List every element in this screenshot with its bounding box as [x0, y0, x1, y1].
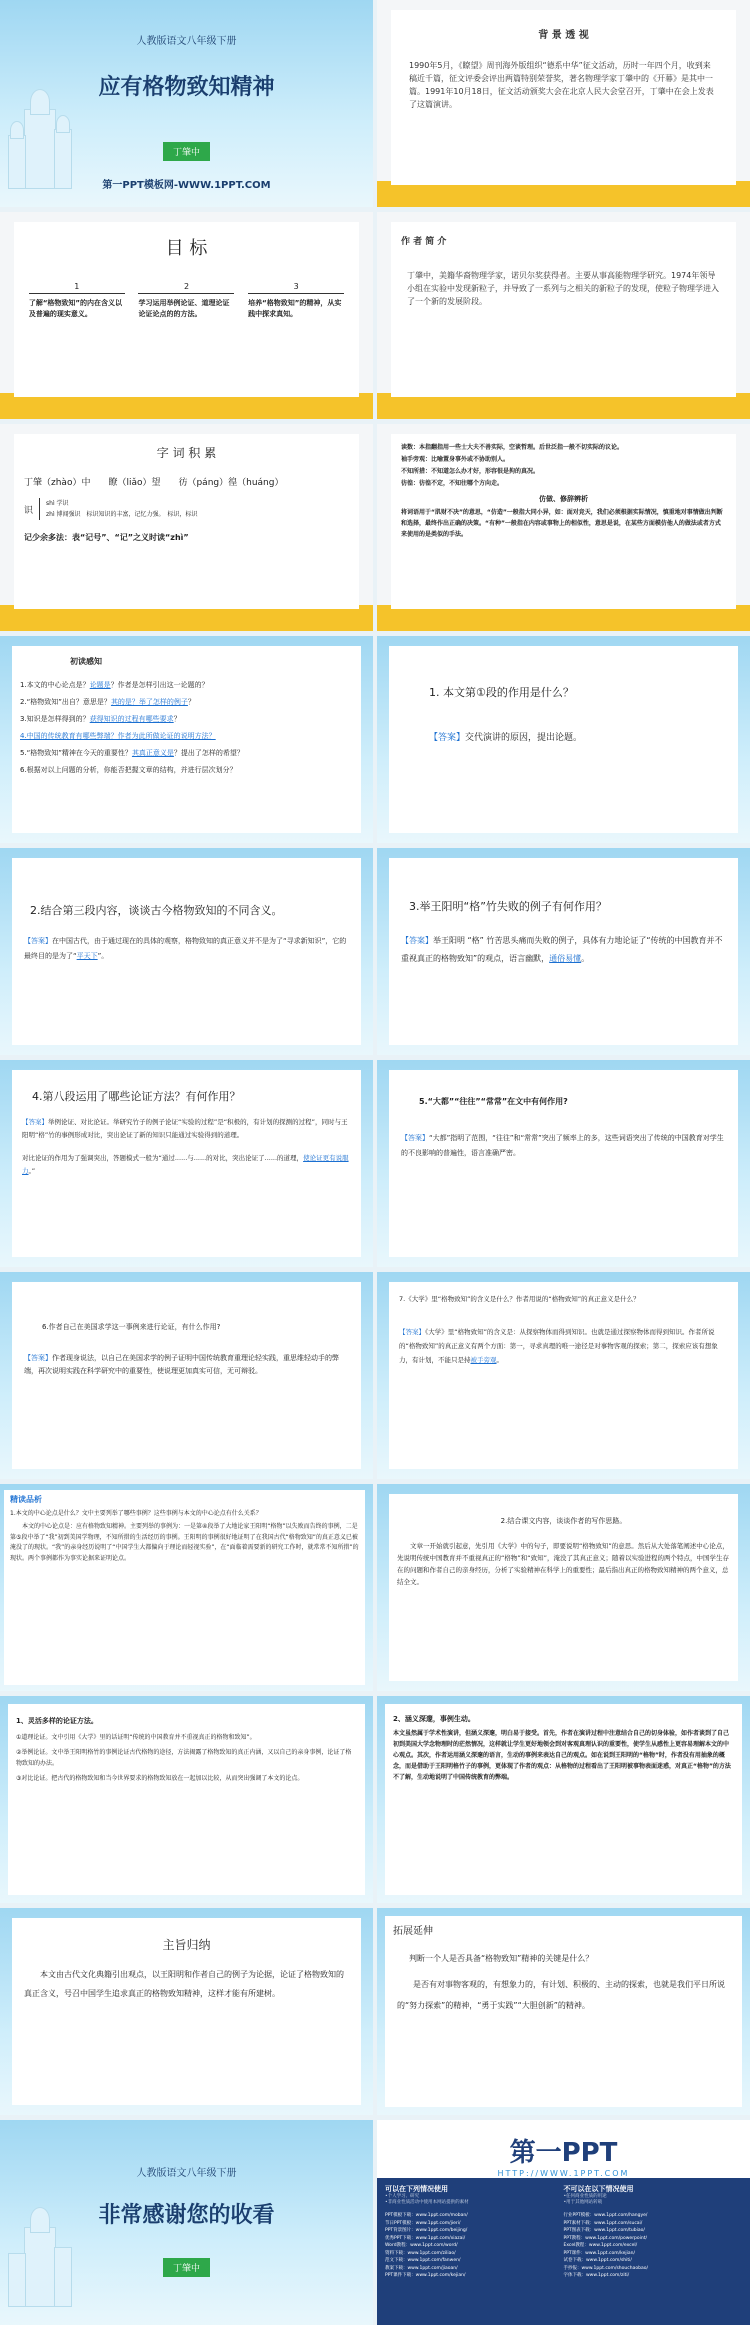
answer-extra: 对比论证的作用为了强调突出，答题模式一般为“通过......与......的对比，突出论证了......的道理，使论证更有说服力。” — [22, 1154, 349, 1175]
link-item[interactable]: PPT课件：www.1ppt.com/kejian/ — [563, 2250, 635, 2256]
slide-q4[interactable] — [0, 1060, 373, 1267]
slide-q1[interactable] — [377, 636, 750, 843]
link-item[interactable]: 节日PPT模板：www.1ppt.com/jieri/ — [385, 2220, 461, 2226]
question-text: 2.结合第三段内容，谈谈古今格物致知的不同含义。 — [30, 904, 283, 917]
slide-main-idea[interactable] — [0, 1908, 373, 2115]
thanks-title: 非常感谢您的收看 — [98, 2203, 275, 2228]
link-item[interactable]: 范文下载：www.1ppt.com/fanwen/ — [385, 2258, 461, 2263]
slide-intensive-reading[interactable] — [0, 1484, 373, 1691]
slide-heading: 背 景 透 视 — [538, 30, 589, 41]
slide-card — [4, 1490, 365, 1685]
link-item[interactable]: 优秀PPT下载：www.1ppt.com/xiazai/ — [385, 2235, 466, 2241]
slide-card — [385, 1916, 742, 2107]
question-link[interactable]: 其的是？举了怎样的例子 — [110, 698, 188, 706]
slide-q5[interactable] — [377, 1060, 750, 1267]
forbidden-sub: •任何商业性质的用途 •用于其他网站转载 — [563, 2194, 607, 2205]
slide-title-text: 应有格物致知精神 — [98, 75, 275, 100]
goal-number: 3 — [248, 282, 344, 294]
slide-first-reading[interactable] — [0, 636, 373, 843]
goal-text: 了解“格物致知”的内在含义以及普遍的现实意义。 — [28, 299, 123, 318]
reading-heading: 初读感知 — [70, 657, 102, 666]
author-name: 丁肇中 — [163, 142, 210, 161]
link-item[interactable]: PPT背景图片：www.1ppt.com/beijing/ — [385, 2228, 468, 2233]
explain-line: 读数：本指翻指用一些士大夫不善实际，空谈哲理。后世泛指一般不切实际的议论。 — [401, 444, 624, 451]
question-link[interactable]: 4.中国的传统教育有哪些弊端？作者为此所做论证的说明方法？ — [20, 732, 216, 740]
answer-text: 【答案】举例论证、对比论证。举研究竹子的例子论证“实验的过程”是“积极的，有计划的探测的过程”，同时与王阳明“格”竹的事例形成对比，突出论证了新的知识只能通过实验得到的道理。 — [22, 1118, 348, 1139]
question-text: 判断一个人是否具备“格物致知”精神的关键是什么？ — [409, 1954, 594, 1963]
goals-list — [14, 282, 359, 320]
question-item: 6.根据对以上问题的分析，你能否把握文章的结构，并进行层次划分？ — [20, 766, 237, 774]
slide-background[interactable] — [377, 0, 750, 207]
question-link[interactable]: 获得知识的过程有哪些要求 — [89, 715, 174, 723]
credits-panel — [377, 2178, 750, 2325]
answer-link[interactable]: 平天下 — [76, 952, 98, 960]
subtitle: 人教版语文八年级下册 — [136, 36, 237, 47]
goal-text: 培养“格物致知”的精神，从实践中探求真知。 — [248, 299, 342, 318]
vocab-shi — [24, 498, 359, 520]
shi-line: zhì 博闻强识 标识知识的丰富，记忆力强。 标识，标识 — [46, 511, 198, 518]
question-link[interactable]: 论题是 — [89, 681, 111, 689]
link-item[interactable]: Excel教程：www.1ppt.com/excel/ — [563, 2243, 638, 2248]
goal-item — [29, 282, 125, 320]
question-link[interactable]: 其真正意义是 — [131, 749, 174, 757]
slide-author[interactable] — [377, 212, 750, 419]
answer-link[interactable]: 被手旁观 — [470, 1356, 497, 1364]
link-item[interactable]: PPT模板下载：www.1ppt.com/moban/ — [385, 2213, 468, 2218]
question-text: 2.结合课文内容，谈谈作者的写作思路。 — [500, 1517, 627, 1525]
vocab-words: 丁肇（zhào）中 瞭（liǎo）望 彷（páng）徨（huáng） — [24, 478, 284, 488]
slide-body: 本文的中心论点是：应有格物致知精神。主要列举的事例为：一是第④段举了大地论家王阳明“格物”以失败而告终的事例，二是第⑤段中举了“我”初到美国学物理，不知所措的生活经历的事例。王阳明的事例很好地证明了在我国古代“格物致知”的真正意义已被淹没了的现状。“我”的亲身经历说明了“中国学生大都偏向于理论而轻视实验”，在“面临着需要新的研究工作时，就常常不知所措”的现状。两个事例都作为事实论据来证明论点。 — [10, 1523, 359, 1562]
credits-right — [564, 2184, 743, 2319]
vocab-title: 字 词 积 累 — [156, 446, 217, 460]
slide-q3[interactable] — [377, 848, 750, 1055]
feature-title: 2、涵义深邃，事例生动。 — [393, 1715, 475, 1723]
slide-q6[interactable] — [0, 1272, 373, 1479]
goal-number: 2 — [138, 282, 234, 294]
slide-card — [12, 1282, 361, 1469]
shi-line: shì 学识 — [46, 500, 69, 507]
slide-card — [391, 10, 736, 185]
website-credit: 第一PPT模板网-WWW.1PPT.COM — [102, 180, 271, 191]
question-text: 1.本文的中心论点是什么？文中主要列举了哪些事例？这些事例与本文的中心论点有什么关系？ — [10, 1510, 262, 1517]
slide-vocab[interactable] — [0, 424, 373, 631]
explain-para: 将词语用于“肌财不决”的意思，“仿造”一般指大同小异，如：面对竞天，我们必须根据实际情况，慎重地对事情做出判断和选择，最终作出正确的决策。“有种”一般指在内容或事物上的相似性，意思是说，在某些方面模仿他人的做法或者方式来使用的是类似的手法。 — [401, 509, 723, 538]
link-item[interactable]: PPT素材下载：www.1ppt.com/sucai/ — [563, 2220, 643, 2226]
question-item: 5.“格物致知”精神在今天的重要性？其真正意义是？提出了怎样的希望？ — [20, 749, 244, 757]
ppt-url[interactable]: HTTP://WWW.1PPT.COM — [497, 2169, 630, 2178]
explain-line: 不知所措：不知道怎么办才好，形容很是拘的真况。 — [401, 468, 540, 475]
question-item: 1.本文的中心论点是？论题是？作者是怎样引出这一论题的？ — [20, 681, 209, 689]
slide-card — [12, 1918, 361, 2105]
answer-text: 【答案】交代演讲的原因，提出论题。 — [429, 733, 583, 743]
slide-body: 文章一开始就引起意，先引用《大学》中的句子，即要说明“格物致知”的意思。然后从大处落笔阐述中心论点，先说明传统中国教育并不重视真正的“格物”和“致知”，淹没了其真正意义；随着以实验进程的两个特点，中国学生存在的问题和作者自己的亲身经历，分析了实验精神在科学上的重要性；最后指出真正的格物致知精神的两个意义，总结全文。 — [397, 1542, 729, 1586]
slide-card — [389, 858, 738, 1045]
link-item[interactable]: 字体下载：www.1ppt.com/ziti/ — [563, 2273, 630, 2278]
answer-link[interactable]: 使论证更有说服力 — [22, 1154, 349, 1175]
answer-tag: 【答案】 — [24, 1354, 52, 1362]
slide-language-features[interactable] — [377, 1696, 750, 1903]
slide-card — [8, 1704, 365, 1895]
question-text: 1. 本文第①段的作用是什么？ — [429, 686, 574, 699]
author-name: 丁肇中 — [163, 2258, 210, 2277]
explain-line: 彷徨：彷徨不定，不知往哪个方向走。 — [401, 480, 504, 487]
credits-left — [385, 2184, 564, 2319]
link-item[interactable]: 资料下载：www.1ppt.com/ziliao/ — [385, 2250, 456, 2256]
method-title: 1、灵活多样的论证方法。 — [16, 1717, 98, 1725]
answer-tag: 【答案】 — [401, 1134, 429, 1142]
slide-title[interactable] — [0, 0, 373, 207]
slide-card — [389, 1494, 738, 1681]
slide-body: 丁肇中，美籍华裔物理学家，诺贝尔奖获得者。主要从事高能物理学研究。1974年领导小组在实验中发现新粒子，并导致了一系列与之相关的新粒子的发现，使粒子物理学进入了一个新的发展阶段。 — [407, 271, 719, 306]
answer-tag: 【答案】 — [429, 733, 466, 743]
question-item: 2.“格物致知”出自？意思是？其的是？举了怎样的例子？ — [20, 698, 195, 706]
slide-card — [389, 1282, 738, 1469]
answer-text: 【答案】举王阳明 “格” 竹苦思头痛而失败的例子，具体有力地论证了“传统的中国教育并不重视真正的格物致知”的观点，语言幽默，通俗易懂。 — [401, 936, 723, 963]
explain-subheading: 仿做、修辞辨析 — [539, 495, 588, 503]
shi-label: 识 — [24, 505, 34, 516]
slide-card — [14, 434, 359, 609]
slide-card — [12, 1070, 361, 1257]
question-item: 3.知识是怎样得到的？获得知识的过程有哪些要求？ — [20, 715, 181, 723]
main-idea-title: 主旨归纳 — [162, 1938, 211, 1952]
slide-body: 1990年5月，《瞭望》周刊海外版组织“德系中华”征文活动，历时一年四个月，收到来稿近千篇，征文评委会评出两篇特别荣誉奖，著名物理学家丁肇中的《开幕》是其中一篇。1991年10月18日，征文活动颁奖大会在北京人民大会堂召开，丁肇中在会上发表了这篇演讲。 — [409, 61, 714, 109]
method-text: ②举例论证。文中举王阳明格竹的事例论证古代格物的途径，方法揭露了格物致知的真正内涵，又以自己的亲身事例，论证了格物致知的办法。 — [16, 1749, 352, 1767]
slide-card — [12, 646, 361, 833]
subtitle: 人教版语文八年级下册 — [136, 2168, 237, 2179]
slide-goals[interactable] — [0, 212, 373, 419]
feature-text: 本文虽然属于学术性演讲，但涵义深邃，明白易于接受。首先，作者在演讲过程中注意结合自己的切身体验，如作者谈到了自己初到美国大学念物理时的茫然情况，这样就让学生更好地领会到对客观真理认识的重要性，使学生从感性上更容易理解本文的中心观点。其次，作者运用涵义深邃的语言，生动的事例来表达自己的观点。如在说到王阳明的“格物”时，作者没有用抽象的概念，而是借助于王阳明格竹子的事例，更体现了作者的观点：从格物的过程看出了王阳明被事物表面迷惑，对真正“格物”的方法不了解，生动地说明了中国传统教育的弊端。 — [393, 1730, 731, 1781]
goal-item — [248, 282, 344, 320]
slide-card — [14, 222, 359, 397]
main-idea-body: 本文由古代文化典籍引出观点，以王阳明和作者自己的例子为论据，论证了格物致知的真正含义，号召中国学生追求真正的格物致知精神，这样才能有所建树。 — [24, 1970, 344, 1998]
author-badge — [0, 140, 373, 161]
method-text: ③对比论证。把古代的格物致知和当今世界要求的格物致知放在一起加以比较，从而突出强调了本文的论点。 — [16, 1775, 304, 1782]
link-item[interactable]: 教案下载：www.1ppt.com/jiaoan/ — [385, 2265, 458, 2271]
explain-line: 袖手旁观：比喻置身事外或不协助别人。 — [401, 456, 510, 463]
answer-text: 【答案】《大学》里“格物致知”的含义是：从探察物体而得到知识。也就是通过探察物体而得到知识。作者所说的“格物致知”的真正意义有两个方面：第一，寻求真理的唯一途径是对事物客观的探索；第二，探索应该有想象力，有计划，不能只是持被手旁观。 — [399, 1328, 718, 1364]
goal-number: 1 — [29, 282, 125, 294]
vocab-note: 记少余多法：表“记号”、“记”之义时读“zhì” — [24, 533, 189, 542]
answer-tag: 【答案】 — [22, 1118, 48, 1126]
slide-card — [391, 222, 736, 397]
slide-card — [389, 1070, 738, 1257]
slide-body: 是否有对事物客观的，有想象力的，有计划、积极的、主动的探索，也就是我们平日所说的“努力探索”的精神，“勇于实践”“大胆创新”的精神。 — [397, 1980, 725, 2010]
question-text: 4.第八段运用了哪些论证方法？有何作用？ — [32, 1090, 241, 1103]
goal-text: 学习运用举例论证、道理论证论证论点的的方法。 — [138, 299, 230, 318]
slide-words-explain[interactable] — [377, 424, 750, 631]
allowed-heading: 可以在下列情况使用 — [385, 2185, 448, 2193]
question-text: 6.作者自己在美国求学这一事例来进行论证，有什么作用? — [42, 1323, 221, 1331]
answer-tag: 【答案】 — [401, 936, 433, 945]
answer-link[interactable]: 通俗易懂 — [549, 954, 582, 963]
author-badge — [0, 2256, 373, 2277]
slide-card — [12, 858, 361, 1045]
slide-heading: 精读品析 — [10, 1495, 42, 1504]
slide-card — [389, 646, 738, 833]
slide-q2[interactable] — [0, 848, 373, 1055]
slide-card — [385, 1704, 742, 1895]
question-text: 3.举王阳明“格”竹失败的例子有何作用？ — [409, 900, 607, 913]
slide-card — [391, 434, 736, 609]
slide-thanks[interactable] — [0, 2120, 373, 2325]
allowed-sub: •个人学习、研究 •非商业性质活动中使用本网站提供的素材 — [385, 2194, 469, 2205]
answer-text: 【答案】“大都”指明了范围，“往往”和“常常”突出了频率上的多，这些词语突出了传统的中国教育对学生的不良影响的普遍性，语言准确严密。 — [401, 1134, 724, 1157]
link-item[interactable]: PPT教程：www.1ppt.com/powerpoint/ — [563, 2235, 648, 2241]
slide-heading: 作 者 简 介 — [401, 237, 447, 247]
link-item[interactable]: 试卷下载：www.1ppt.com/shiti/ — [563, 2258, 632, 2263]
slide-writing-approach[interactable] — [377, 1484, 750, 1691]
link-item[interactable]: 手抄报：www.1ppt.com/shouchaobao/ — [563, 2265, 648, 2271]
forbidden-heading: 不可以在以下情况使用 — [563, 2185, 634, 2193]
link-item[interactable]: PPT图表下载：www.1ppt.com/tubiao/ — [563, 2228, 645, 2233]
answer-tag: 【答案】 — [24, 937, 52, 945]
ppt-logo: 第一PPT — [509, 2138, 618, 2168]
answer-tag: 【答案】 — [399, 1328, 425, 1336]
question-item — [20, 728, 353, 745]
question-text: 5.“大都”“往往”“常常”在文中有何作用? — [419, 1097, 568, 1106]
answer-text: 【答案】在中国古代，由于通过现在的具体的观察，格物致知的真正意义并不是为了“寻求新知识”，它的最终目的是为了“平天下”。 — [24, 937, 347, 960]
slide-credits[interactable] — [377, 2120, 750, 2325]
slide-argument-methods[interactable] — [0, 1696, 373, 1903]
link-item[interactable]: Word教程：www.1ppt.com/word/ — [385, 2243, 458, 2248]
link-item[interactable]: 行业PPT模板：www.1ppt.com/hangye/ — [563, 2213, 648, 2218]
slide-extension[interactable] — [377, 1908, 750, 2115]
slide-q7[interactable] — [377, 1272, 750, 1479]
slide-heading: 拓展延伸 — [393, 1926, 433, 1937]
goal-item — [138, 282, 234, 320]
goals-title: 目 标 — [165, 238, 208, 259]
link-item[interactable]: PPT课件下载：www.1ppt.com/kejian/ — [385, 2273, 466, 2278]
answer-text: 【答案】作者现身说法，以自己在美国求学的例子证明中国传统教育重理论轻实践，重思维轻动手的弊端，再次说明实践在科学研究中的重要性，使说理更加真实可信，无可辩驳。 — [24, 1354, 339, 1375]
method-text: ①道理论证。文中引用《大学》里的话证明“传统的中国教育并不重视真正的格物和致知”。 — [16, 1734, 256, 1741]
question-text: 7.《大学》里“格物致知”的含义是什么？作者用说的“格物致知”的真正意义是什么？ — [399, 1295, 640, 1303]
